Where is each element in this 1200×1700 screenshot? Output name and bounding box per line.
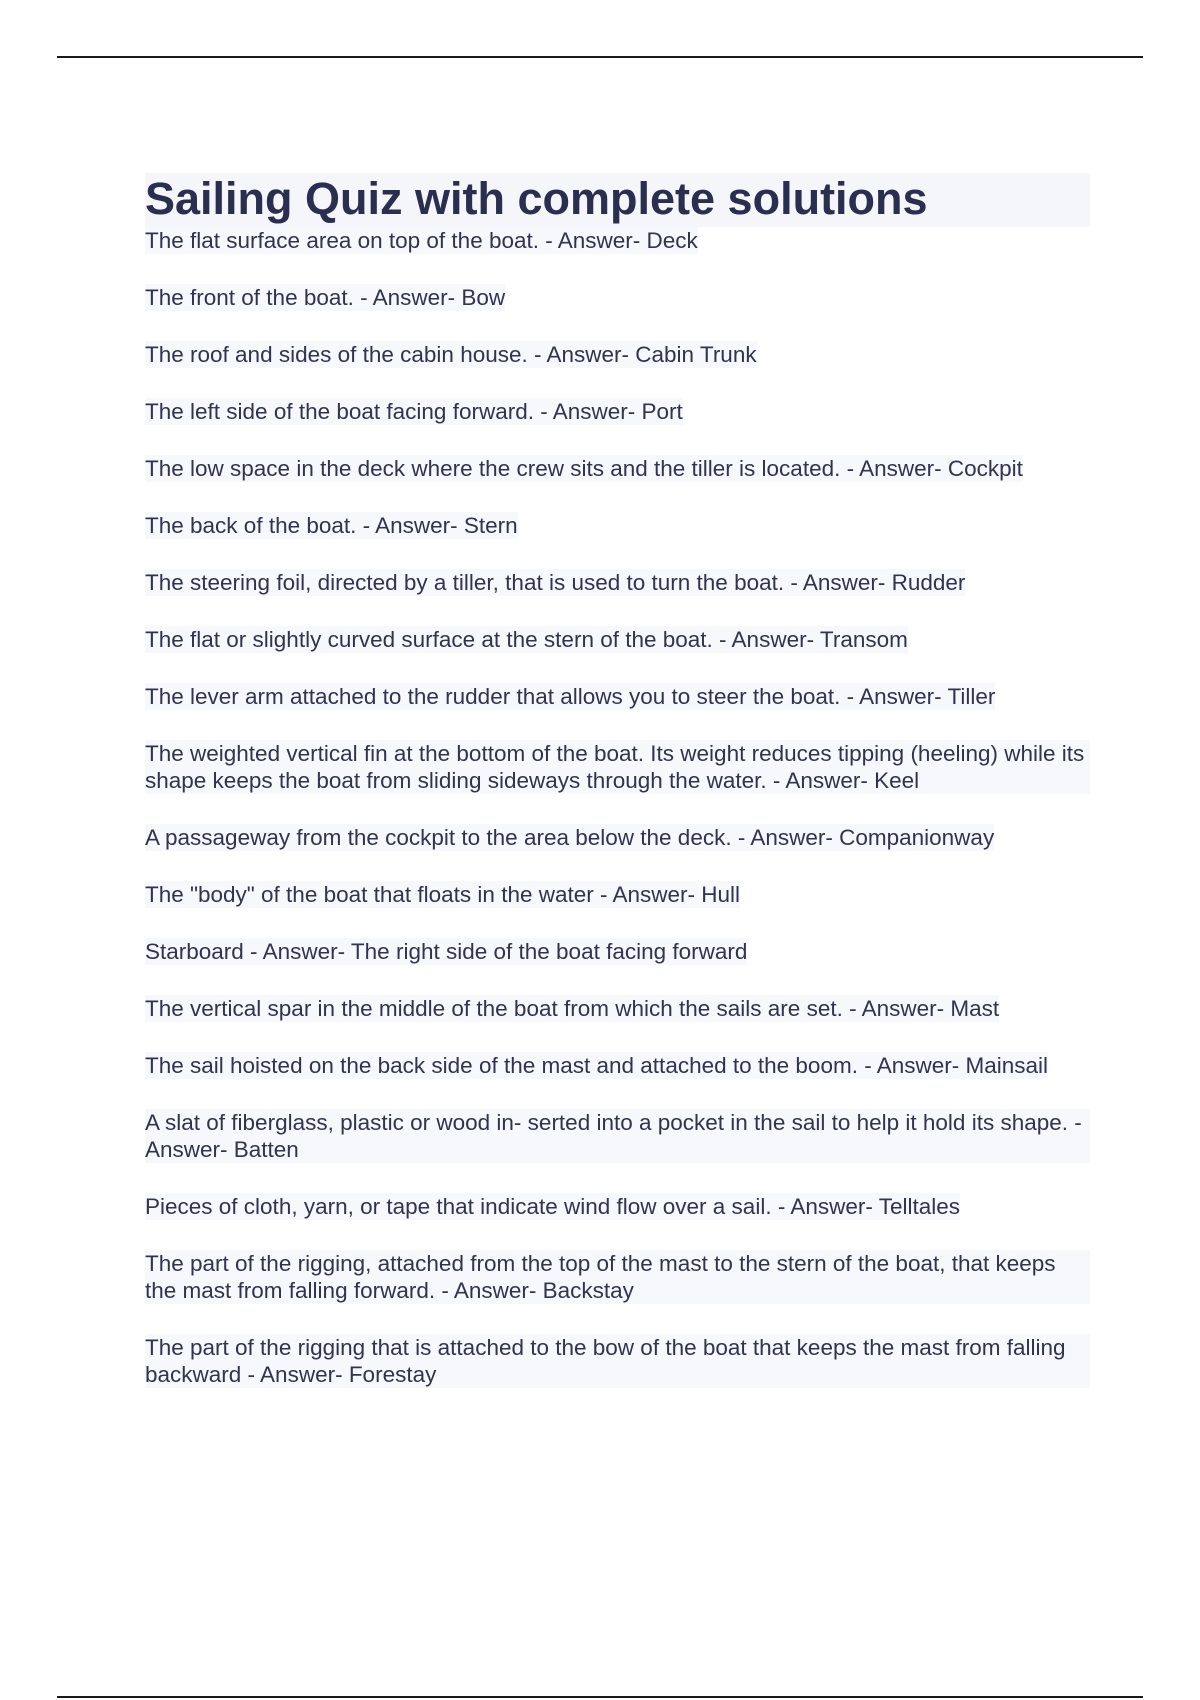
qa-item: The flat surface area on top of the boat. - Answer- Deck	[145, 228, 698, 253]
qa-item: The front of the boat. - Answer- Bow	[145, 285, 506, 310]
top-rule	[57, 56, 1143, 58]
qa-item: The part of the rigging that is attached to the bow of the boat that keeps the mast from falling backward - Answer- Forestay	[145, 1334, 1090, 1388]
qa-item: A passageway from the cockpit to the area below the deck. - Answer- Companionway	[145, 825, 995, 850]
qa-item: A slat of fiberglass, plastic or wood in- serted into a pocket in the sail to help it hold its shape. - Answer- Batten	[145, 1109, 1090, 1163]
qa-item: The lever arm attached to the rudder that allows you to steer the boat. - Answer- Tiller	[145, 684, 996, 709]
bottom-rule	[57, 1696, 1143, 1698]
document-title: Sailing Quiz with complete solutions	[145, 173, 1090, 227]
qa-item: The "body" of the boat that floats in the water - Answer- Hull	[145, 882, 741, 907]
qa-item: The left side of the boat facing forward. - Answer- Port	[145, 399, 683, 424]
qa-list	[145, 227, 1090, 1388]
qa-item: The weighted vertical fin at the bottom of the boat. Its weight reduces tipping (heeling) while its shape keeps the boat from sliding sideways through the water. - Answer- Keel	[145, 740, 1090, 794]
qa-item: The roof and sides of the cabin house. - Answer- Cabin Trunk	[145, 342, 757, 367]
qa-item: The back of the boat. - Answer- Stern	[145, 513, 518, 538]
qa-item: The vertical spar in the middle of the boat from which the sails are set. - Answer- Mast	[145, 996, 1000, 1021]
qa-item: The flat or slightly curved surface at the stern of the boat. - Answer- Transom	[145, 627, 908, 652]
qa-item: The low space in the deck where the crew sits and the tiller is located. - Answer- Cockpit	[145, 456, 1023, 481]
document-body	[145, 173, 1090, 1418]
qa-item: Pieces of cloth, yarn, or tape that indicate wind flow over a sail. - Answer- Telltales	[145, 1194, 960, 1219]
qa-item: Starboard - Answer- The right side of the boat facing forward	[145, 939, 748, 964]
qa-item: The steering foil, directed by a tiller, that is used to turn the boat. - Answer- Rudder	[145, 570, 966, 595]
qa-item: The sail hoisted on the back side of the mast and attached to the boom. - Answer- Mainsail	[145, 1053, 1048, 1078]
qa-item: The part of the rigging, attached from the top of the mast to the stern of the boat, that keeps the mast from falling forward. - Answer- Backstay	[145, 1250, 1090, 1304]
